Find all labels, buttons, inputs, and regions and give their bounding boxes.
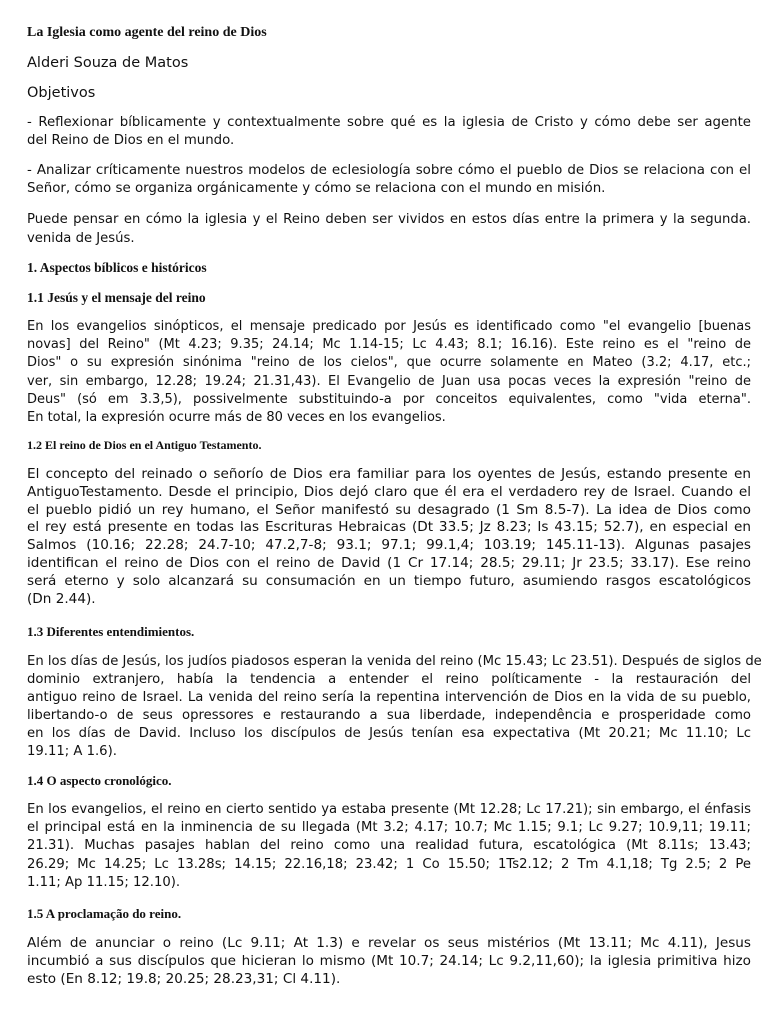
text-line: dominio extranjero, había la tendencia a entender el reino políticamente - la restauración del: [27, 672, 751, 688]
text-line: - Reflexionar bíblicamente y contextualmente sobre qué es la iglesia de Cristo y cómo debe ser agente: [27, 115, 751, 130]
text-line: libertando-o de seus opressores e restaurando a sua liberdade, independência e prosperidade como: [27, 708, 751, 724]
text-line: antiguo reino de Israel. La venida del reino sería la repentina intervención de Dios en la vida de su pueblo,: [27, 690, 751, 706]
text-line: en los días de David. Incluso los discípulos de Jesús tenían esa expectativa (Mt 20.21; Mc 11.10; Lc: [27, 726, 751, 742]
text-line: 1.11; Ap 11.15; 12.10).: [27, 874, 181, 890]
text-line: Señor, cómo se organiza orgánicamente y cómo se relaciona con el mundo en misión.: [27, 181, 606, 196]
text-line: Deus" (só em 3.3,5), possivelmente substituindo-a por conceitos equivalentes, como "vida eterna".: [27, 391, 751, 407]
objective-2-paragraph: [27, 162, 751, 198]
section-1-3-heading: 1.3 Diferentes entendimientos.: [27, 624, 195, 639]
text-line: 19.11; A 1.6).: [27, 744, 117, 760]
text-line: del Reino de Dios en el mundo.: [27, 133, 235, 148]
text-line: novas] del Reino" (Mt 4.23; 9.35; 24.14; Mc 1.14-15; Lc 4.43; 8.1; 16.16). Este reino es el "reino de: [27, 337, 751, 353]
text-line: En los evangelios sinópticos, el mensaje predicado por Jesús es identificado como "el evangelio [buenas: [27, 319, 751, 334]
author-name: Alderi Souza de Matos: [27, 55, 189, 71]
text-line: El concepto del reinado o señorío de Dios era familiar para los oyentes de Jesús, estando presente en: [27, 466, 751, 482]
text-line: será eterno y solo alcanzará su consumación en un tiempo futuro, asumiendo rasgos escatológicos: [27, 572, 751, 589]
text-line: esto (En 8.12; 19.8; 20.25; 28.23,31; Cl 4.11).: [27, 971, 341, 987]
text-line: el rey está presente en todas las Escrituras Hebraicas (Dt 33.5; Jz 8.23; Is 43.15; 52.7), en especial en: [27, 519, 751, 536]
text-line: (Dn 2.44).: [27, 590, 96, 607]
text-line: AntiguoTestamento. Desde el principio, Dios dejó claro que él era el verdadero rey de Israel. Cuando el: [27, 483, 751, 500]
text-line: En total, la expresión ocurre más de 80 veces en los evangelios.: [27, 410, 446, 426]
section-1-3-paragraph: [27, 653, 762, 762]
text-line: venida de Jesús.: [27, 231, 135, 246]
text-line: Dios" o su expresión sinónima "reino de los cielos", que ocurre solamente en Mateo (3.2; 4.17, etc.;: [27, 355, 751, 371]
text-line: incumbió a sus discípulos que hicieran lo mismo (Mt 10.7; 24.14; Lc 9.2,11,60); la iglesia primitiva hizo: [27, 953, 751, 969]
text-line: el pueblo pidió un rey humano, el Señor manifestó su desagrado (1 Sm 8.5-7). La idea de Dios como: [27, 501, 751, 518]
section-1-2-heading: 1.2 El reino de Dios en el Antiguo Testamento.: [27, 438, 262, 452]
text-line: 26.29; Mc 14.25; Lc 13.28s; 14.15; 22.16,18; 23.42; 1 Co 15.50; 1Ts2.12; 2 Tm 4.1,18; Tg 2.5; 2 Pe: [27, 856, 751, 872]
document-title: La Iglesia como agente del reino de Dios: [27, 25, 267, 40]
section-1-4-paragraph: [27, 801, 751, 892]
section-1-1-paragraph: [27, 318, 751, 427]
objective-1-paragraph: [27, 114, 751, 150]
section-1-5-heading: 1.5 A proclamação do reino.: [27, 906, 182, 921]
text-line: Puede pensar en cómo la iglesia y el Reino deben ser vividos en estos días entre la primera y la segunda.: [27, 212, 751, 227]
section-1-heading: 1. Aspectos bíblicos e históricos: [27, 260, 207, 275]
text-line: - Analizar críticamente nuestros modelos de eclesiología sobre cómo el pueblo de Dios se relaciona con el: [27, 163, 751, 178]
section-1-4-heading: 1.4 O aspecto cronológico.: [27, 773, 172, 788]
section-1-1-heading: 1.1 Jesús y el mensaje del reino: [27, 290, 206, 305]
text-line: Além de anunciar o reino (Lc 9.11; At 1.3) e revelar os seus mistérios (Mt 13.11; Mc 4.11), Jesus: [27, 935, 751, 951]
text-line: identifican el reino de Dios con el reino de David (1 Cr 17.14; 28.5; 29.11; Jr 23.5; 33.17). Ese reino: [27, 554, 751, 571]
text-line: el principal está en la inminencia de su llegada (Mt 3.2; 4.17; 10.7; Mc 1.15; 9.1; Lc 9.27; 10.9,11; 19.11;: [27, 820, 751, 836]
text-line: ver, sin embargo, 12.28; 19.24; 21.31,43). El Evangelio de Juan usa pocas veces la expresión "reino de: [27, 373, 751, 389]
text-line: En los días de Jesús, los judíos piadosos esperan la venida del reino (Mc 15.43; Lc 23.51). Después de siglos de: [27, 654, 762, 669]
text-line: Salmos (10.16; 22.28; 24.7-10; 47.2,7-8; 93.1; 97.1; 99.1,4; 103.19; 145.11-13). Algunas pasajes: [27, 537, 751, 554]
section-1-2-paragraph: [27, 466, 751, 608]
reflection-paragraph: [27, 210, 751, 248]
text-line: En los evangelios, el reino en cierto sentido ya estaba presente (Mt 12.28; Lc 17.21); sin embargo, el énfasis: [27, 802, 751, 817]
section-1-5-paragraph: [27, 934, 751, 988]
objectives-heading: Objetivos: [27, 85, 96, 101]
text-line: 21.31). Muchas pasajes hablan del reino como una realidad futura, escatológica (Mt 8.11s; 13.43;: [27, 838, 751, 854]
